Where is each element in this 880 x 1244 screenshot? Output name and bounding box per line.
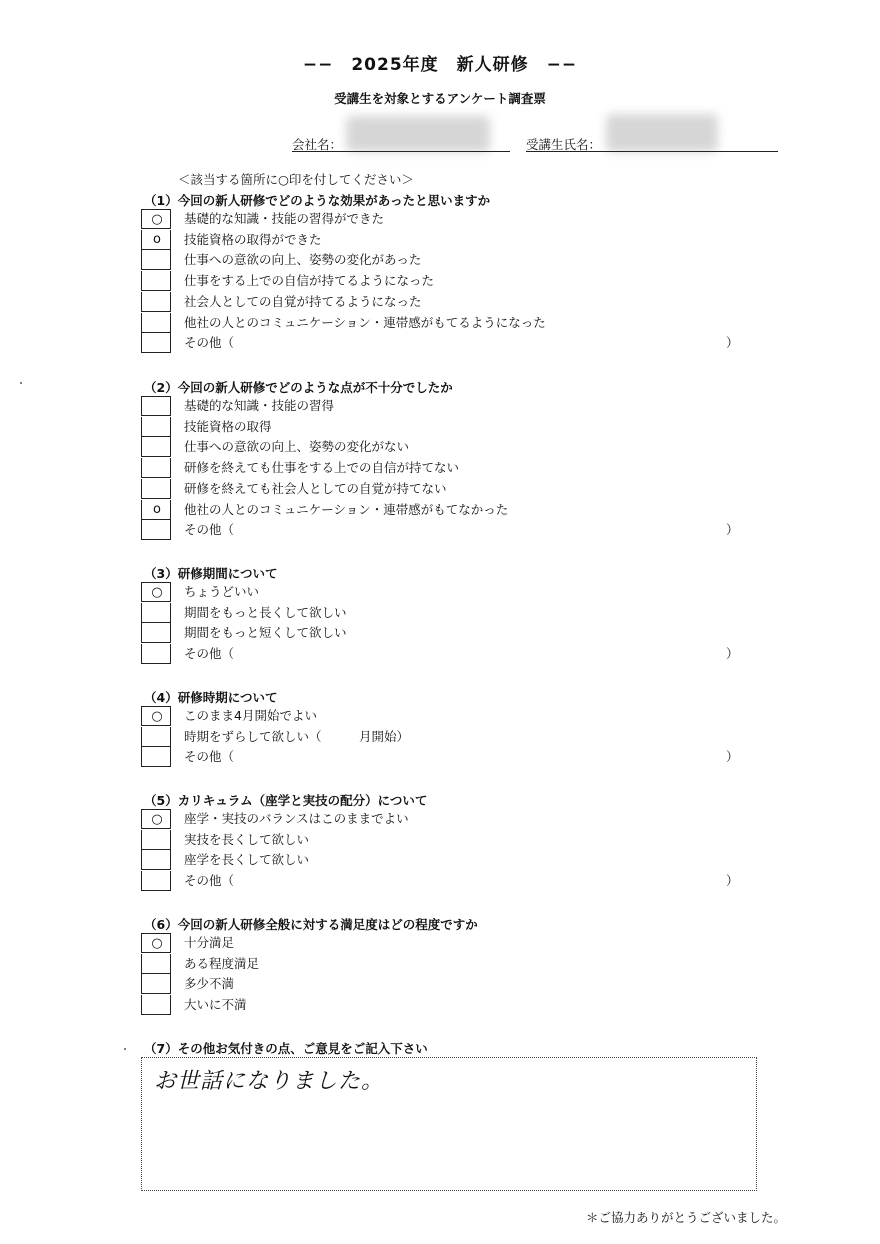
option-label: 大いに不満	[184, 997, 247, 1013]
circle-mark: ○	[151, 812, 163, 827]
option-label: 基礎的な知識・技能の習得	[184, 398, 335, 413]
checkbox[interactable]	[141, 458, 171, 478]
circle-mark	[142, 830, 172, 850]
option-label: 研修を終えても社会人としての自覚が持てない	[184, 480, 447, 496]
option-label: 他社の人とのコミュニケーション・連帯感がもてるようになった	[184, 314, 546, 330]
checkbox[interactable]	[141, 644, 171, 664]
checkbox[interactable]	[141, 809, 171, 829]
option-label: 技能資格の取得ができた	[184, 231, 322, 247]
checkbox[interactable]	[141, 437, 171, 457]
circle-mark	[142, 995, 172, 1015]
circle-mark	[142, 458, 172, 478]
option-label: 社会人としての自覚が持てるようになった	[184, 293, 422, 309]
option-label: その他（	[184, 749, 235, 765]
checkbox[interactable]	[141, 479, 171, 499]
checkbox[interactable]	[141, 313, 171, 333]
circle-mark	[142, 333, 172, 353]
instruction-text: ＜該当する箇所に○印を付してください＞	[178, 172, 414, 187]
closing-paren: ）	[726, 646, 739, 662]
checkbox[interactable]	[141, 830, 171, 850]
closing-paren: ）	[726, 335, 739, 351]
circle-mark: o	[153, 231, 161, 247]
option-label: 仕事をする上での自信が持てるようになった	[184, 273, 435, 289]
option-label: 仕事への意欲の向上、姿勢の変化があった	[184, 252, 422, 268]
checkbox[interactable]	[141, 871, 171, 891]
checkbox[interactable]	[141, 954, 171, 974]
checkbox[interactable]	[141, 209, 171, 229]
option-label: 基礎的な知識・技能の習得ができた	[184, 211, 385, 226]
circle-mark: ○	[151, 709, 163, 724]
closing-paren: ）	[726, 873, 739, 889]
company-underline	[292, 151, 510, 152]
section-heading: （6）今回の新人研修全般に対する満足度はどの程度ですか	[144, 917, 478, 932]
trainee-label: 受講生氏名：	[526, 137, 602, 152]
checkbox[interactable]	[141, 271, 171, 291]
option-label: このまま4月開始でよい	[184, 708, 317, 723]
circle-mark: ○	[151, 936, 163, 951]
checkbox[interactable]	[141, 582, 171, 602]
circle-mark: ○	[151, 212, 163, 227]
circle-mark	[142, 603, 172, 623]
checkbox[interactable]	[141, 417, 171, 437]
circle-mark	[142, 313, 172, 333]
checkbox[interactable]	[141, 292, 171, 312]
trainee-name-redacted	[606, 114, 718, 152]
option-label: 期間をもっと短くして欲しい	[184, 625, 347, 641]
circle-mark	[142, 271, 172, 291]
checkbox[interactable]	[141, 995, 171, 1015]
checkbox[interactable]	[141, 974, 171, 994]
company-name-redacted	[346, 116, 490, 152]
closing-paren: ）	[726, 522, 739, 538]
circle-mark	[142, 437, 172, 457]
circle-mark	[142, 417, 172, 437]
option-label: 仕事への意欲の向上、姿勢の変化がない	[184, 439, 410, 455]
checkbox[interactable]	[141, 500, 171, 520]
circle-mark	[142, 747, 172, 767]
circle-mark	[142, 250, 172, 270]
option-label: その他（	[184, 522, 235, 538]
option-label: 期間をもっと長くして欲しい	[184, 604, 347, 620]
option-label: その他（	[184, 873, 235, 889]
option-label: 十分満足	[184, 935, 235, 950]
circle-mark	[142, 974, 172, 994]
section-heading: （5）カリキュラム（座学と実技の配分）について	[144, 793, 428, 808]
company-label: 会社名：	[292, 137, 343, 152]
option-label: その他（	[184, 335, 235, 351]
section-heading: （2）今回の新人研修でどのような点が不十分でしたか	[144, 380, 453, 395]
scan-speck	[124, 1048, 126, 1050]
circle-mark	[142, 644, 172, 664]
option-label: 技能資格の取得	[184, 418, 272, 434]
checkbox[interactable]	[141, 727, 171, 747]
circle-mark	[142, 292, 172, 312]
option-label: 座学を長くして欲しい	[184, 852, 310, 868]
checkbox[interactable]	[141, 603, 171, 623]
option-label: 時期をずらして欲しい（ 月開始）	[184, 728, 410, 744]
checkbox[interactable]	[141, 230, 171, 250]
circle-mark	[142, 954, 172, 974]
circle-mark	[142, 850, 172, 870]
checkbox[interactable]	[141, 396, 171, 416]
circle-mark	[142, 727, 172, 747]
checkbox[interactable]	[141, 747, 171, 767]
section-heading: （1）今回の新人研修でどのような効果があったと思いますか	[144, 193, 491, 208]
option-label: 多少不満	[184, 976, 235, 992]
option-label: 実技を長くして欲しい	[184, 831, 310, 847]
checkbox[interactable]	[141, 706, 171, 726]
circle-mark	[142, 397, 172, 417]
circle-mark	[142, 479, 172, 499]
circle-mark	[142, 520, 172, 540]
option-label: 研修を終えても仕事をする上での自信が持てない	[184, 460, 460, 476]
circle-mark	[142, 871, 172, 891]
circle-mark: ○	[151, 585, 163, 600]
option-label: ちょうどいい	[184, 584, 260, 599]
handwritten-comment: お世話になりました。	[154, 1069, 385, 1094]
section-heading: （4）研修時期について	[144, 690, 278, 705]
form-title: −− 2025年度 新人研修 −−	[302, 55, 578, 75]
thanks-note: ＊ご協力ありがとうございました。	[586, 1210, 787, 1225]
checkbox[interactable]	[141, 333, 171, 353]
circle-mark	[142, 623, 172, 643]
checkbox[interactable]	[141, 623, 171, 643]
option-label: 他社の人とのコミュニケーション・連帯感がもてなかった	[184, 501, 509, 517]
closing-paren: ）	[726, 749, 739, 765]
option-label: その他（	[184, 646, 235, 662]
form-subtitle: 受講生を対象とするアンケート調査票	[334, 91, 546, 106]
checkbox[interactable]	[141, 520, 171, 540]
option-label: 座学・実技のバランスはこのままでよい	[184, 811, 409, 826]
section-heading: （3）研修期間について	[144, 566, 278, 581]
checkbox[interactable]	[141, 850, 171, 870]
option-label: ある程度満足	[184, 955, 260, 971]
checkbox[interactable]	[141, 250, 171, 270]
checkbox[interactable]	[141, 933, 171, 953]
trainee-underline	[526, 151, 778, 152]
scan-speck	[20, 382, 22, 384]
comments-heading: （7）その他お気付きの点、ご意見をご記入下さい	[144, 1041, 428, 1056]
circle-mark: o	[153, 501, 161, 517]
